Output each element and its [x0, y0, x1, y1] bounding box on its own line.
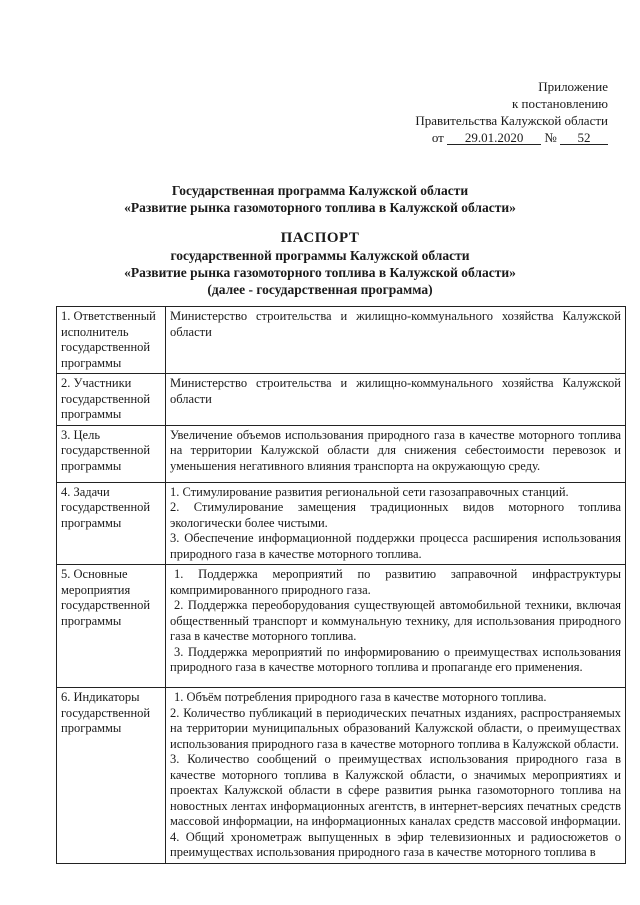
- row-label: 1. Ответственный исполнитель государственной программы: [57, 307, 166, 374]
- row-content-paragraph: 4. Общий хронометраж выпущенных в эфир телевизионных и радиосюжетов о преимуществах использования природного газа в качестве моторного топлива в: [170, 829, 621, 859]
- row-content: [166, 482, 626, 565]
- date-value: 29.01.2020: [447, 131, 541, 145]
- table-row: [57, 307, 626, 374]
- program-title-line-1: Государственная программа Калужской области: [171, 183, 469, 198]
- row-label: 5. Основные мероприятия государственной программы: [57, 565, 166, 688]
- program-title: [0, 182, 640, 216]
- passport-table: [56, 306, 626, 864]
- passport-title-line-2: государственной программы Калужской области: [170, 248, 470, 263]
- program-title-line-2: «Развитие рынка газомоторного топлива в Калужской области»: [124, 200, 516, 215]
- date-prefix: от: [431, 130, 444, 145]
- row-content-paragraph: 3. Количество сообщений о преимуществах использования природного газа в качестве моторного топлива в Калужской области, о значимых мероприятиях и проектах Калужской области в сфере развития рынка газомоторного топлива на новостных лентах информационных агентств, в интернет-версиях печатных средств массовой информации, на информационных каналах средств массовой информации.: [170, 752, 621, 828]
- row-content: [166, 425, 626, 482]
- appendix-resolution: к постановлению: [511, 96, 608, 111]
- row-content-paragraph: Увеличение объемов использования природного газа в качестве моторного топлива на территории Калужской области для снижения себестоимости перевозок и уменьшения негативного влияния транспорта на окружающую среду.: [170, 427, 621, 473]
- row-label: 3. Цель государственной программы: [57, 425, 166, 482]
- row-label: 4. Задачи государственной программы: [57, 482, 166, 565]
- table-row: [57, 374, 626, 426]
- appendix-date-number-line: [368, 129, 608, 146]
- row-content: [166, 565, 626, 688]
- row-content-paragraph: Министерство строительства и жилищно-коммунального хозяйства Калужской области: [170, 376, 621, 406]
- number-value: 52: [560, 131, 608, 145]
- appendix-title: Приложение: [538, 79, 608, 94]
- row-content: [166, 307, 626, 374]
- row-content-paragraph: 2. Количество публикаций в периодических печатных изданиях, распространяемых на территории муниципальных образований Калужской области, о преимуществах использования природного газа в качестве моторного топлива в Калужской области.: [170, 705, 621, 751]
- row-content-paragraph: 3. Обеспечение информационной поддержки процесса расширения использования природного газа в качестве моторного топлива.: [170, 531, 621, 561]
- row-content-paragraph: 1. Стимулирование развития региональной сети газозаправочных станций.: [170, 484, 569, 499]
- table-row: [57, 688, 626, 864]
- row-label: 6. Индикаторы государственной программы: [57, 688, 166, 864]
- table-row: [57, 565, 626, 688]
- row-content-paragraph: 1. Поддержка мероприятий по развитию заправочной инфраструктуры компримированного природного газа.: [170, 567, 621, 597]
- row-label: 2. Участники государственной программы: [57, 374, 166, 426]
- row-content-paragraph: 3. Поддержка мероприятий по информированию о преимуществах использования природного газа в качестве моторного топлива и пропаганде его применения.: [170, 644, 621, 674]
- passport-title: [0, 230, 640, 298]
- row-content: [166, 688, 626, 864]
- number-prefix: №: [544, 130, 557, 145]
- passport-title-line-3: «Развитие рынка газомоторного топлива в Калужской области»: [124, 265, 516, 280]
- passport-title-line-4: (далее - государственная программа): [207, 282, 433, 297]
- appendix-block: [368, 78, 608, 146]
- appendix-government: Правительства Калужской области: [415, 113, 608, 128]
- row-content-paragraph: Министерство строительства и жилищно-коммунального хозяйства Калужской области: [170, 309, 621, 339]
- row-content: [166, 374, 626, 426]
- passport-heading: ПАСПОРТ: [280, 230, 360, 246]
- row-content-paragraph: 2. Стимулирование замещения традиционных видов моторного топлива экологически более чистыми.: [170, 500, 621, 530]
- row-content-paragraph: 2. Поддержка переоборудования существующей автомобильной техники, включая общественный транспорт и коммунальную технику, для использования природного газа в качестве моторного топлива.: [170, 598, 621, 643]
- row-content-paragraph: 1. Объём потребления природного газа в качестве моторного топлива.: [174, 690, 547, 704]
- table-row: [57, 482, 626, 565]
- table-row: [57, 425, 626, 482]
